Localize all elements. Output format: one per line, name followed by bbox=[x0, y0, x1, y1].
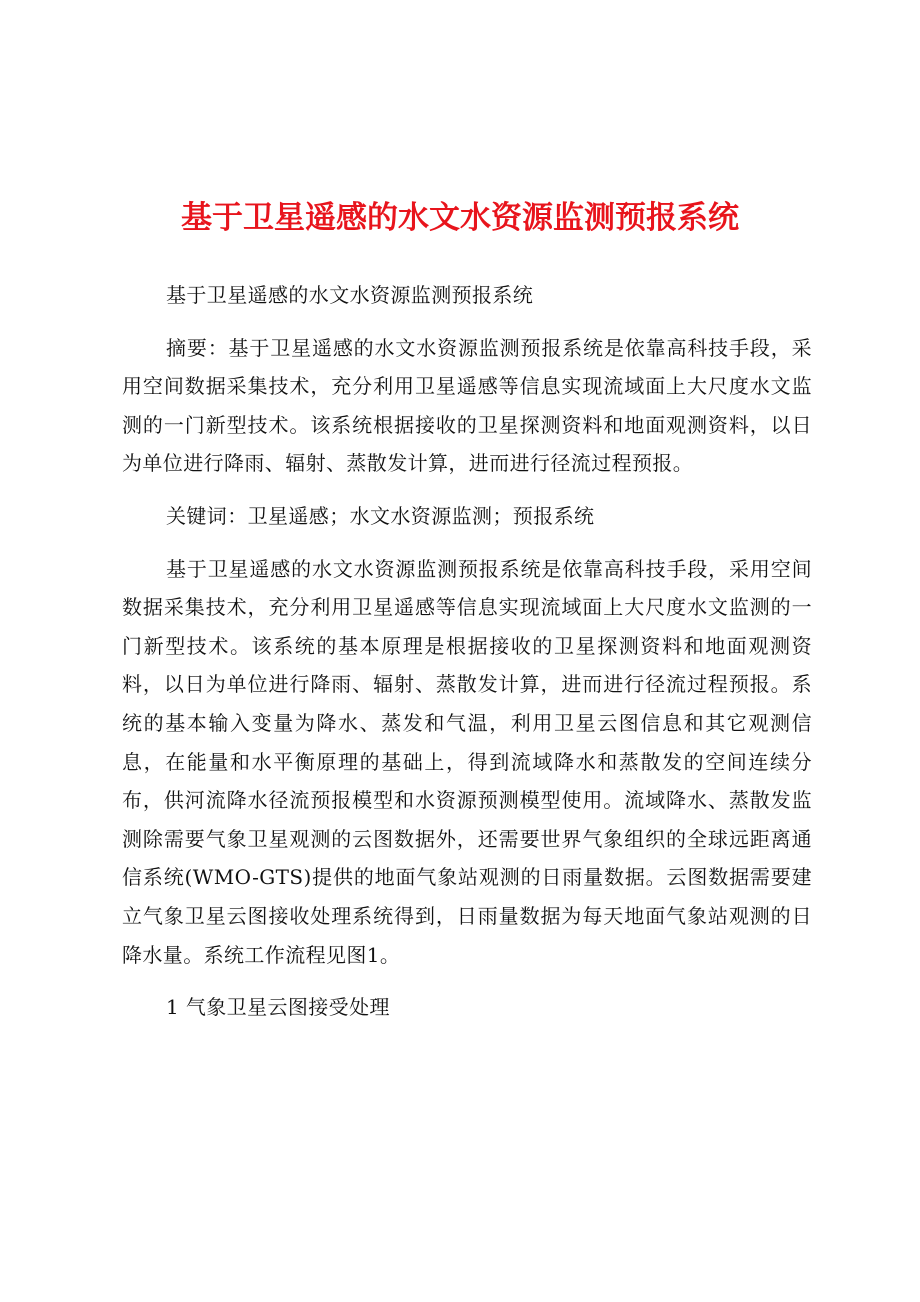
paragraph-gap bbox=[122, 536, 812, 550]
paragraph-gap bbox=[122, 315, 812, 329]
paragraph-gap bbox=[122, 974, 812, 988]
body-paragraph: 基于卫星遥感的水文水资源监测预报系统是依靠高科技手段，采用空间数据采集技术，充分利用卫星遥感等信息实现流域面上大尺度水文监测的一门新型技术。该系统的基本原理是根据接收的卫星探测资料和地面观测资料，以日为单位进行降雨、辐射、蒸散发计算，进而进行径流过程预报。系统的基本输入变量为降水、蒸发和气温，利用卫星云图信息和其它观测信息，在能量和水平衡原理的基础上，得到流域降水和蒸散发的空间连续分布，供河流降水径流预报模型和水资源预测模型使用。流域降水、蒸散发监测除需要气象卫星观测的云图数据外，还需要世界气象组织的全球远距离通信系统(WMO-GTS)提供的地面气象站观测的日雨量数据。云图数据需要建立气象卫星云图接收处理系统得到，日雨量数据为每天地面气象站观测的日降水量。系统工作流程见图1。 bbox=[122, 556, 812, 967]
abstract-paragraph: 摘要：基于卫星遥感的水文水资源监测预报系统是依靠高科技手段，采用空间数据采集技术，充分利用卫星遥感等信息实现流域面上大尺度水文监测的一门新型技术。该系统根据接收的卫星探测资料和地面观测资料，以日为单位进行降雨、辐射、蒸散发计算，进而进行径流过程预报。 bbox=[122, 335, 812, 476]
section-heading: 1 气象卫星云图接受处理 bbox=[166, 995, 390, 1020]
subtitle-paragraph: 基于卫星遥感的水文水资源监测预报系统 bbox=[166, 283, 534, 307]
keywords-paragraph: 关键词：卫星遥感；水文水资源监测；预报系统 bbox=[166, 503, 595, 528]
document-body bbox=[122, 276, 812, 1027]
document-title: 基于卫星遥感的水文水资源监测预报系统 bbox=[181, 200, 739, 236]
paragraph-gap bbox=[122, 483, 812, 497]
